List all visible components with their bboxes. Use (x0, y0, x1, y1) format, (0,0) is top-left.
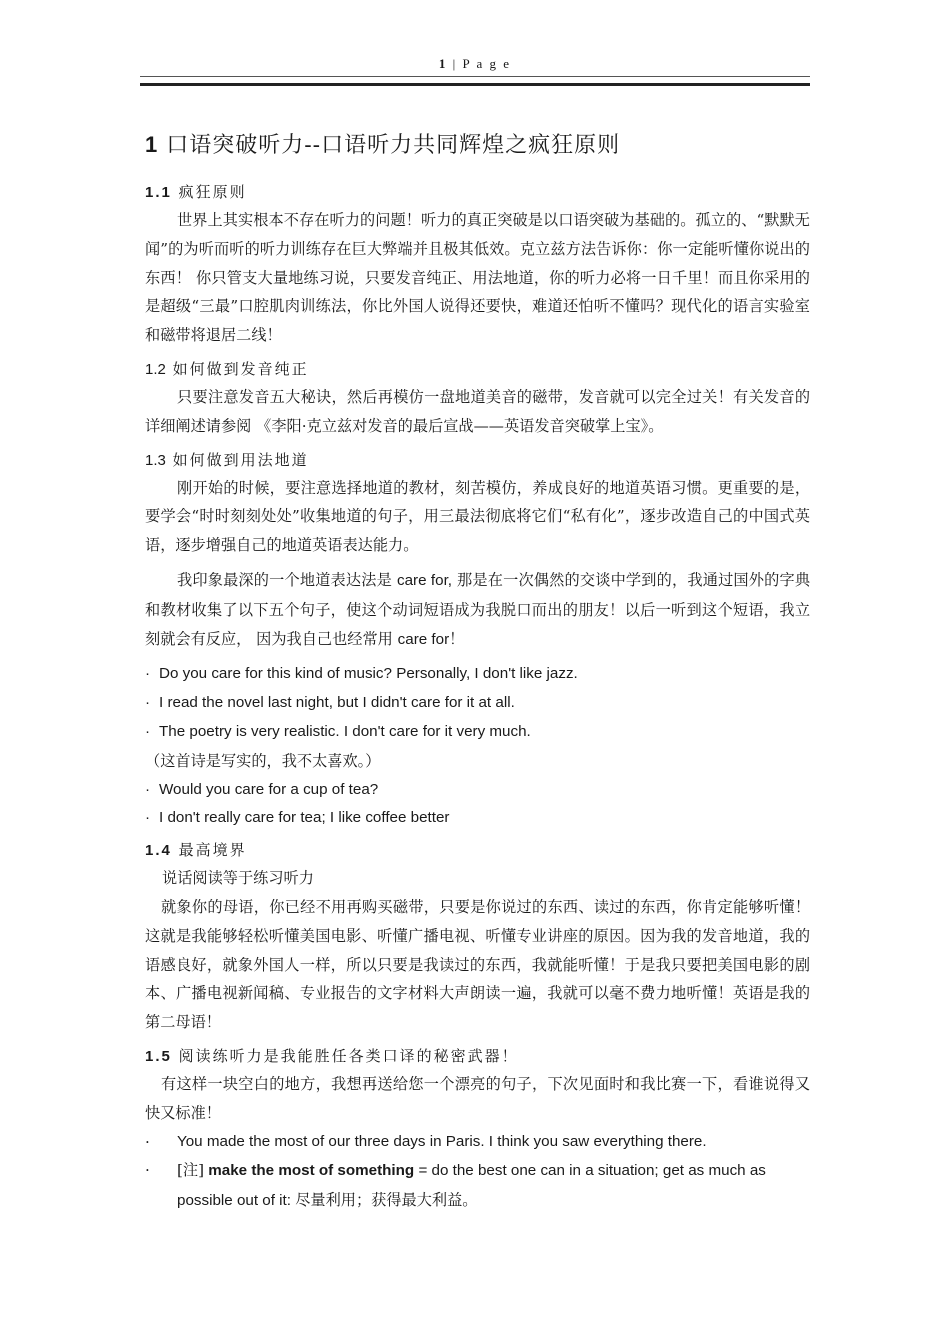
phrase-care-for: care for (397, 630, 450, 648)
page-label: | P a g e (452, 56, 512, 71)
chapter-title (145, 128, 810, 159)
section-number: 1.4 (145, 842, 172, 860)
bullet: · (145, 722, 151, 740)
example-sentence (145, 804, 810, 833)
phrase-care-for: care for, (396, 571, 453, 589)
text-run: 那是在一次偶然的交谈中学到的，我通过国外的字典和教材收集了以下五个句子，使这个动词短语成为我脱口而出的朋友！以后一听到这个短语，我立刻就会有反应， 因为我自己也经常用 (145, 570, 811, 648)
usage-note (145, 1156, 810, 1216)
example-text: The poetry is very realistic. I don't care for it very much. (159, 722, 531, 740)
text-run: 我印象最深的一个地道表达法是 (177, 570, 392, 589)
section-title: 如何做到用法地道 (172, 450, 309, 469)
example-text: I read the novel last night, but I didn't care for it at all. (159, 694, 515, 712)
section-heading-1-4 (145, 837, 810, 864)
section-number: 1.5 (145, 1047, 172, 1065)
page-header (140, 56, 810, 72)
header-rule-thick (140, 83, 810, 86)
example-sentence (145, 1128, 810, 1157)
chapter-number: 1 (145, 132, 159, 157)
document-body (145, 128, 810, 1216)
example-sentence (145, 660, 810, 689)
paragraph: 就象你的母语，你已经不用再购买磁带，只要是你说过的东西、读过的东西，你肯定能够听懂！这就是我能够轻松听懂美国电影、听懂广播电视、听懂专业讲座的原因。因为我的发音地道，我的语感良好，就象外国人一样，所以只要是我读过的东西，我就能听懂！于是我只要把美国电影的剧本、广播电视新闻稿、专业报告的文字材料大声朗读一遍，我就可以毫不费力地听懂！英语是我的第二母语！ (145, 897, 810, 1032)
paragraph: 世界上其实根本不存在听力的问题！听力的真正突破是以口语突破为基础的。孤立的、“默默无闻”的为听而听的听力训练存在巨大弊端并且极其低效。克立兹方法告诉你：你一定能听懂你说出的东西！ 你只管支大量地练习说，只要发音纯正、用法地道，你的听力必将一日千里！而且你采用的是超级“三最”口腔肌肉训练法，你比外国人说得还要快，难道还怕听不懂吗？现代化的语言实验室和磁带将退居二线！ (145, 211, 810, 345)
example-text: Do you care for this kind of music? Personally, I don't like jazz. (159, 665, 578, 683)
example-text: I don't really care for tea; I like coffee better (159, 809, 450, 827)
section-number: 1.3 (145, 451, 166, 469)
note-definition: = do the best one can in a situation; get as much as possible out of it: (177, 1162, 766, 1210)
bullet: · (145, 665, 151, 683)
example-text: You made the most of our three days in Paris. I think you saw everything there. (177, 1132, 707, 1150)
chapter-title-text: 口语突破听力--口语听力共同辉煌之疯狂原则 (166, 133, 621, 158)
paragraph: 有这样一块空白的地方，我想再送给您一个漂亮的句子，下次见面时和我比赛一下，看谁说得又快又标准！ (145, 1074, 810, 1122)
note-translation: 尽量利用；获得最大利益。 (295, 1191, 478, 1210)
text-run: ！ (449, 629, 465, 648)
section-number: 1.1 (145, 184, 172, 201)
page-number: 1 (438, 56, 448, 71)
section-title: 疯狂原则 (178, 183, 247, 201)
section-heading-1-5 (145, 1043, 810, 1070)
section-title: 如何做到发音纯正 (172, 359, 309, 378)
bullet: · (145, 809, 151, 827)
example-sentence (145, 718, 810, 747)
section-title: 阅读练听力是我能胜任各类口译的秘密武器！ (178, 1046, 519, 1065)
paragraph (145, 566, 810, 654)
section-heading-1-1 (145, 179, 810, 206)
header-rule-thin (140, 76, 810, 77)
bullet: · (145, 1161, 150, 1180)
paragraph: 刚开始的时候，要注意选择地道的教材，刻苦模仿，养成良好的地道英语习惯。更重要的是，要学会“时时刻刻处处”收集地道的句子，用三最法彻底将它们“私有化”，逐步改造自己的中国式英语，逐步增强自己的地道英语表达能力。 (145, 478, 810, 555)
section-number: 1.2 (145, 360, 166, 378)
bullet: · (145, 694, 151, 712)
bullet: · (145, 780, 151, 798)
note-label: [注] (177, 1161, 205, 1180)
example-text: Would you care for a cup of tea? (159, 780, 379, 798)
example-translation: （这首诗是写实的，我不太喜欢。） (145, 751, 381, 770)
section-title: 最高境界 (178, 841, 247, 860)
example-sentence (145, 689, 810, 718)
paragraph: 只要注意发音五大秘诀，然后再模仿一盘地道美音的磁带，发音就可以完全过关！有关发音的详细阐述请参阅 《李阳·克立兹对发音的最后宣战——英语发音突破掌上宝》。 (145, 387, 810, 435)
note-phrase: make the most of something (208, 1162, 415, 1180)
bullet: · (145, 1132, 150, 1151)
subheading: 说话阅读等于练习听力 (162, 869, 314, 888)
example-sentence (145, 776, 810, 805)
section-heading-1-2 (145, 356, 810, 383)
section-heading-1-3 (145, 447, 810, 474)
